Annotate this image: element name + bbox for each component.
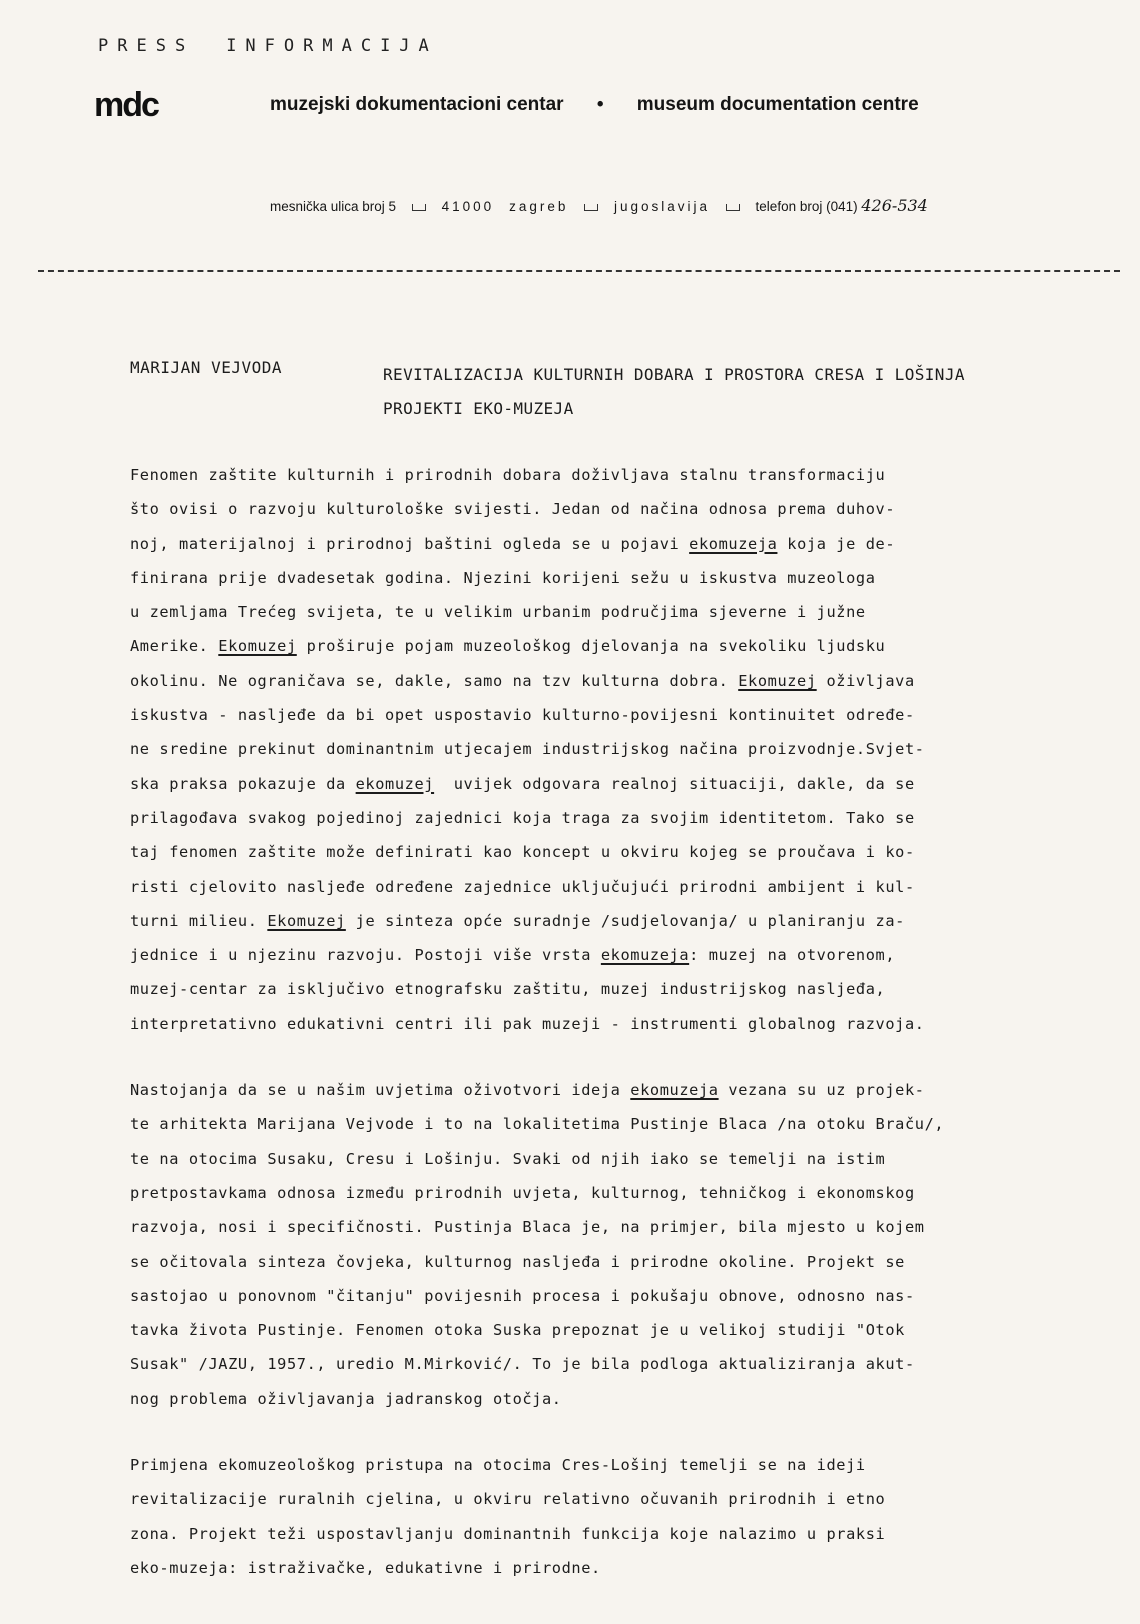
org-name-croatian: muzejski dokumentacioni centar: [270, 94, 564, 115]
address-city: zagreb: [509, 199, 569, 214]
press-label-word-1: PRESS: [98, 36, 195, 56]
title-line-2: PROJEKTI EKO-MUZEJA: [383, 399, 574, 418]
text-line: razvoja, nosi i specifičnosti. Pustinja Blaca je, na primjer, bila mjesto u kojem: [130, 1218, 925, 1237]
text-line: se očitovala sinteza čovjeka, kulturnog nasljeđa i prirodne okoline. Projekt se: [130, 1252, 905, 1271]
phone-number-handwritten: 426-534: [861, 196, 928, 215]
text-line: Nastojanja da se u našim uvjetima oživotvori ideja ekomuzeja vezana su uz projek-: [130, 1081, 925, 1100]
title-line-1: REVITALIZACIJA KULTURNIH DOBARA I PROSTORA CRESA I LOŠINJA: [383, 365, 965, 384]
text-line: Fenomen zaštite kulturnih i prirodnih dobara doživljava stalnu transformaciju: [130, 466, 886, 484]
text-line: noj, materijalnoj i prirodnoj baštini ogleda se u pojavi ekomuzeja koja je de-: [130, 534, 896, 553]
separator-box-icon: [412, 204, 426, 211]
text-line: taj fenomen zaštite može definirati kao koncept u okviru kojeg se proučava i ko-: [130, 843, 915, 862]
text-line: interpretativno edukativni centri ili pak muzeji - instrumenti globalnog razvoja.: [130, 1014, 925, 1033]
separator-box-icon: [584, 204, 598, 211]
text-line: turni milieu. Ekomuzej je sinteza opće suradnje /sudjelovanja/ u planiranju za-: [130, 911, 905, 930]
text-line: risti cjelovito nasljeđe određene zajednice uključujući prirodni ambijent i kul-: [130, 877, 915, 896]
text-line: prilagođava svakog pojedinoj zajednici koja traga za svojim identitetom. Tako se: [130, 808, 915, 827]
organization-name: [270, 94, 919, 116]
paragraph: [130, 1448, 1060, 1585]
address-country: jugoslavija: [613, 199, 711, 214]
text-line: nog problema oživljavanja jadranskog otočja.: [130, 1389, 562, 1408]
mdc-logo: mdc: [94, 86, 158, 124]
text-line: ne sredine prekinut dominantnim utjecajem industrijskog načina proizvodnje.Svjet-: [130, 740, 925, 759]
text-line: tavka života Pustinje. Fenomen otoka Suska prepoznat je u velikoj studiji "Otok: [130, 1321, 905, 1340]
header-divider: [38, 270, 1120, 272]
text-line: zona. Projekt teži uspostavljanju dominantnih funkcija koje nalazimo u praksi: [130, 1524, 886, 1543]
address-postcode: 41000: [441, 199, 495, 214]
text-line: te arhitekta Marijana Vejvode i to na lokalitetima Pustinje Blaca /na otoku Braču/,: [130, 1115, 945, 1134]
text-line: revitalizacije ruralnih cjelina, u okviru relativno očuvanih prirodnih i etno: [130, 1490, 886, 1509]
press-heading: [98, 36, 470, 56]
address-street: mesnička ulica broj 5: [270, 199, 397, 214]
org-separator: •: [596, 94, 604, 115]
phone-label: telefon broj (041): [755, 199, 858, 214]
separator-box-icon: [726, 204, 740, 211]
text-line: okolinu. Ne ograničava se, dakle, samo na tzv kulturna dobra. Ekomuzej oživljava: [130, 671, 915, 690]
text-line: iskustva - nasljeđe da bi opet uspostavio kulturno-povijesni kontinuitet određe-: [130, 706, 915, 725]
text-line: Susak" /JAZU, 1957., uredio M.Mirković/. To je bila podloga aktualiziranja akut-: [130, 1355, 915, 1374]
text-line: finirana prije dvadesetak godina. Njezini korijeni sežu u iskustva muzeologa: [130, 568, 876, 587]
author-name: MARIJAN VEJVODA: [130, 358, 282, 377]
text-line: eko-muzeja: istraživačke, edukativne i prirodne.: [130, 1558, 601, 1577]
document-body: [130, 458, 1060, 1585]
address-line: [270, 196, 928, 215]
text-line: u zemljama Trećeg svijeta, te u velikim urbanim područjima sjeverne i južne: [130, 603, 866, 622]
text-line: što ovisi o razvoju kulturološke svijesti. Jedan od načina odnosa prema duhov-: [130, 500, 896, 519]
text-line: jednice i u njezinu razvoju. Postoji više vrsta ekomuzeja: muzej na otvorenom,: [130, 946, 896, 965]
press-label-word-2: INFORMACIJA: [226, 36, 438, 56]
text-line: ska praksa pokazuje da ekomuzej uvijek odgovara realnoj situaciji, dakle, da se: [130, 774, 915, 793]
text-line: muzej-centar za isključivo etnografsku zaštitu, muzej industrijskog nasljeđa,: [130, 980, 886, 999]
text-line: pretpostavkama odnosa između prirodnih uvjeta, kulturnog, tehničkog i ekonomskog: [130, 1183, 915, 1202]
text-line: Amerike. Ekomuzej proširuje pojam muzeološkog djelovanja na svekoliku ljudsku: [130, 637, 886, 656]
document-title: [383, 358, 965, 426]
text-line: sastojao u ponovnom "čitanju" povijesnih procesa i pokušaju obnove, odnosno nas-: [130, 1286, 915, 1305]
paragraph: [130, 458, 1060, 1041]
text-line: Primjena ekomuzeološkog pristupa na otocima Cres-Lošinj temelji se na ideji: [130, 1456, 866, 1475]
text-line: te na otocima Susaku, Cresu i Lošinju. Svaki od njih iako se temelji na istim: [130, 1149, 886, 1168]
org-name-english: museum documentation centre: [636, 94, 919, 115]
paragraph: [130, 1073, 1060, 1416]
